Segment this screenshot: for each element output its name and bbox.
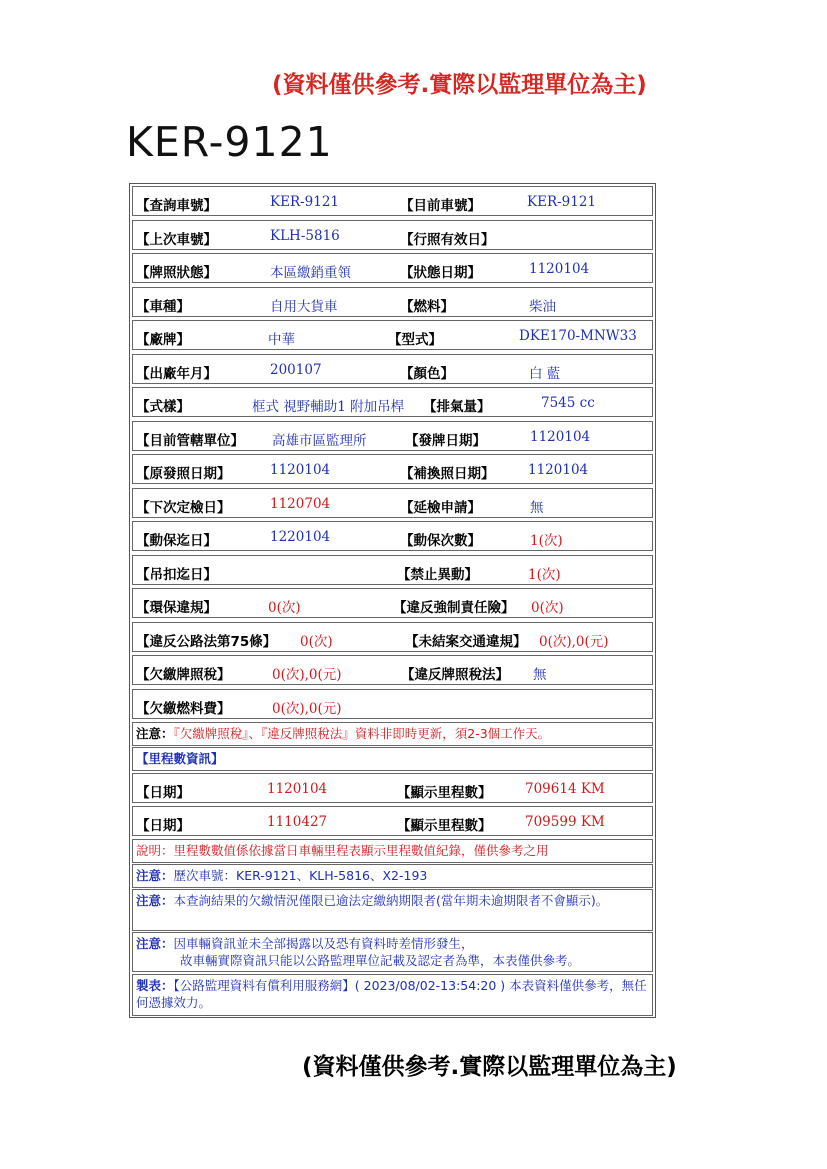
- disclaimer-top: (資料僅供參考.實際以監理單位為主): [272, 72, 647, 98]
- label-original-license-date: 【原發照日期】: [136, 466, 231, 482]
- label-license-valid: 【行照有效日】: [400, 232, 495, 248]
- disclaimer-bottom: (資料僅供參考.實際以監理單位為主): [302, 1054, 677, 1080]
- row-environmental: [132, 588, 653, 618]
- label-manufacture-date: 【出廠年月】: [136, 366, 217, 382]
- label-query-plate: 【查詢車號】: [136, 198, 217, 214]
- mileage-row: [132, 806, 653, 836]
- value-insurance-violation: 0(次): [531, 600, 564, 616]
- row-license-tax: [132, 655, 653, 685]
- row-query-plate: [132, 186, 653, 216]
- row-plate-status: [132, 253, 653, 283]
- data-accuracy-line2: 故車輛實際資訊只能以公路監理單位記載及認定者為準，本表僅供參考。: [180, 953, 581, 968]
- label-mileage-date: 【日期】: [136, 785, 190, 801]
- table-source-note: [132, 974, 653, 1016]
- value-unpaid-license-tax: 0(次),0(元): [272, 667, 342, 683]
- row-fuel-fee: [132, 689, 653, 719]
- notice-data-accuracy: [132, 932, 653, 972]
- label-mileage-date: 【日期】: [136, 818, 190, 834]
- value-displacement: 7545 cc: [541, 395, 595, 411]
- value-color: 白 藍: [529, 366, 561, 382]
- value-environmental-violation: 0(次): [268, 600, 301, 616]
- plate-title: KER-9121: [126, 118, 333, 166]
- label-mileage-reading: 【顯示里程數】: [397, 818, 492, 834]
- value-body-style: 框式 視野輔助1 附加吊桿: [252, 399, 405, 415]
- label-transfer-ban: 【禁止異動】: [397, 567, 478, 583]
- label-body-style: 【式樣】: [136, 399, 190, 415]
- notice-plate-history: [132, 864, 653, 888]
- notice-query-scope: [132, 889, 653, 931]
- label-model: 【型式】: [388, 332, 442, 348]
- value-jurisdiction: 高雄市區監理所: [272, 433, 367, 449]
- mileage-header: 【里程數資訊】: [136, 751, 224, 766]
- value-reissue-date: 1120104: [528, 462, 589, 478]
- label-current-plate: 【目前車號】: [400, 198, 481, 214]
- label-previous-plate: 【上次車號】: [136, 232, 217, 248]
- label-insurance-violation: 【違反強制責任險】: [393, 600, 515, 616]
- value-plate-issue-date: 1120104: [530, 429, 591, 445]
- value-mileage-date: 1120104: [267, 781, 328, 797]
- value-current-plate: KER-9121: [527, 194, 597, 210]
- source-label: 製表：: [136, 978, 174, 993]
- value-original-license-date: 1120104: [270, 462, 331, 478]
- label-unpaid-fuel-fee: 【欠繳燃料費】: [136, 701, 231, 717]
- value-unpaid-fuel-fee: 0(次),0(元): [272, 701, 342, 717]
- label-suspension-expiry: 【吊扣迄日】: [136, 567, 217, 583]
- label-license-tax-violation: 【違反牌照稅法】: [401, 667, 509, 683]
- data-accuracy-label: 注意：: [136, 936, 174, 951]
- row-chattel-mortgage: [132, 521, 653, 551]
- row-highway-act: [132, 622, 653, 652]
- value-next-inspection: 1120704: [270, 496, 331, 512]
- row-brand: [132, 320, 653, 350]
- notice-tax-text: 『欠繳牌照稅』、『違反牌照稅法』資料非即時更新，須2-3個工作天。: [173, 726, 551, 741]
- value-manufacture-date: 200107: [270, 362, 322, 378]
- label-next-inspection: 【下次定檢日】: [136, 500, 231, 516]
- row-manufacture-date: [132, 354, 653, 384]
- label-environmental-violation: 【環保違規】: [136, 600, 217, 616]
- value-mileage-reading: 709599 KM: [525, 814, 605, 830]
- row-previous-plate: [132, 220, 653, 250]
- label-unpaid-license-tax: 【欠繳牌照稅】: [136, 667, 231, 683]
- value-unsettled-violations: 0(次),0(元): [539, 634, 609, 650]
- label-plate-status: 【牌照狀態】: [136, 265, 217, 281]
- notice-tax-label: 注意：: [136, 726, 174, 741]
- value-previous-plate: KLH-5816: [270, 228, 340, 244]
- value-highway-act-violation: 0(次): [300, 634, 333, 650]
- value-fuel: 柴油: [529, 299, 556, 315]
- mileage-header-row: [132, 747, 653, 771]
- label-fuel: 【燃料】: [400, 299, 454, 315]
- value-brand: 中華: [268, 332, 295, 348]
- value-plate-status: 本區繳銷重領: [270, 265, 351, 281]
- label-status-date: 【狀態日期】: [400, 265, 481, 281]
- value-query-plate: KER-9121: [270, 194, 340, 210]
- value-status-date: 1120104: [529, 261, 590, 277]
- label-displacement: 【排氣量】: [423, 399, 491, 415]
- label-jurisdiction: 【目前管轄單位】: [136, 433, 244, 449]
- notice-tax-update: [132, 722, 653, 746]
- label-chattel-mortgage-expiry: 【動保迄日】: [136, 533, 217, 549]
- value-license-tax-violation: 無: [533, 667, 547, 683]
- vehicle-info-sheet: [129, 183, 656, 1018]
- label-vehicle-type: 【車種】: [136, 299, 190, 315]
- plate-history-text: 歷次車號：KER-9121、KLH-5816、X2-193: [173, 868, 428, 883]
- label-inspection-extension: 【延檢申請】: [400, 500, 481, 516]
- label-color: 【顏色】: [400, 366, 454, 382]
- label-chattel-mortgage-count: 【動保次數】: [400, 533, 481, 549]
- label-plate-issue-date: 【發牌日期】: [405, 433, 486, 449]
- row-vehicle-type: [132, 287, 653, 317]
- query-scope-label: 注意：: [136, 893, 174, 908]
- label-reissue-date: 【補換照日期】: [400, 466, 495, 482]
- value-mileage-date: 1110427: [267, 814, 328, 830]
- value-chattel-mortgage-count: 1(次): [530, 533, 563, 549]
- value-mileage-reading: 709614 KM: [525, 781, 605, 797]
- query-scope-text: 本查詢結果的欠繳情況僅限已逾法定繳納期限者(當年期未逾期限者不會顯示)。: [173, 893, 609, 908]
- row-jurisdiction: [132, 421, 653, 451]
- source-text: 【公路監理資料有償利用服務網】( 2023/08/02-13:54:20 ) 本表資料僅供參考，無任何憑據效力。: [136, 978, 647, 1010]
- row-original-license-date: [132, 454, 653, 484]
- mileage-description: 說明：里程數數值係依據當日車輛里程表顯示里程數值紀錄，僅供參考之用: [132, 839, 653, 863]
- label-highway-act-violation: 【違反公路法第75條】: [136, 634, 277, 650]
- value-inspection-extension: 無: [530, 500, 544, 516]
- value-transfer-ban: 1(次): [528, 567, 561, 583]
- label-brand: 【廠牌】: [136, 332, 190, 348]
- row-suspension: [132, 555, 653, 585]
- value-chattel-mortgage-expiry: 1220104: [270, 529, 331, 545]
- row-body-style: [132, 387, 653, 417]
- label-unsettled-violations: 【未結案交通違規】: [405, 634, 527, 650]
- plate-history-label: 注意：: [136, 868, 174, 883]
- label-mileage-reading: 【顯示里程數】: [397, 785, 492, 801]
- value-model: DKE170-MNW33: [519, 328, 637, 344]
- row-next-inspection: [132, 488, 653, 518]
- value-vehicle-type: 自用大貨車: [270, 299, 338, 315]
- data-accuracy-line1: 因車輛資訊並未全部揭露以及恐有資料時差情形發生，: [173, 936, 474, 951]
- mileage-row: [132, 773, 653, 803]
